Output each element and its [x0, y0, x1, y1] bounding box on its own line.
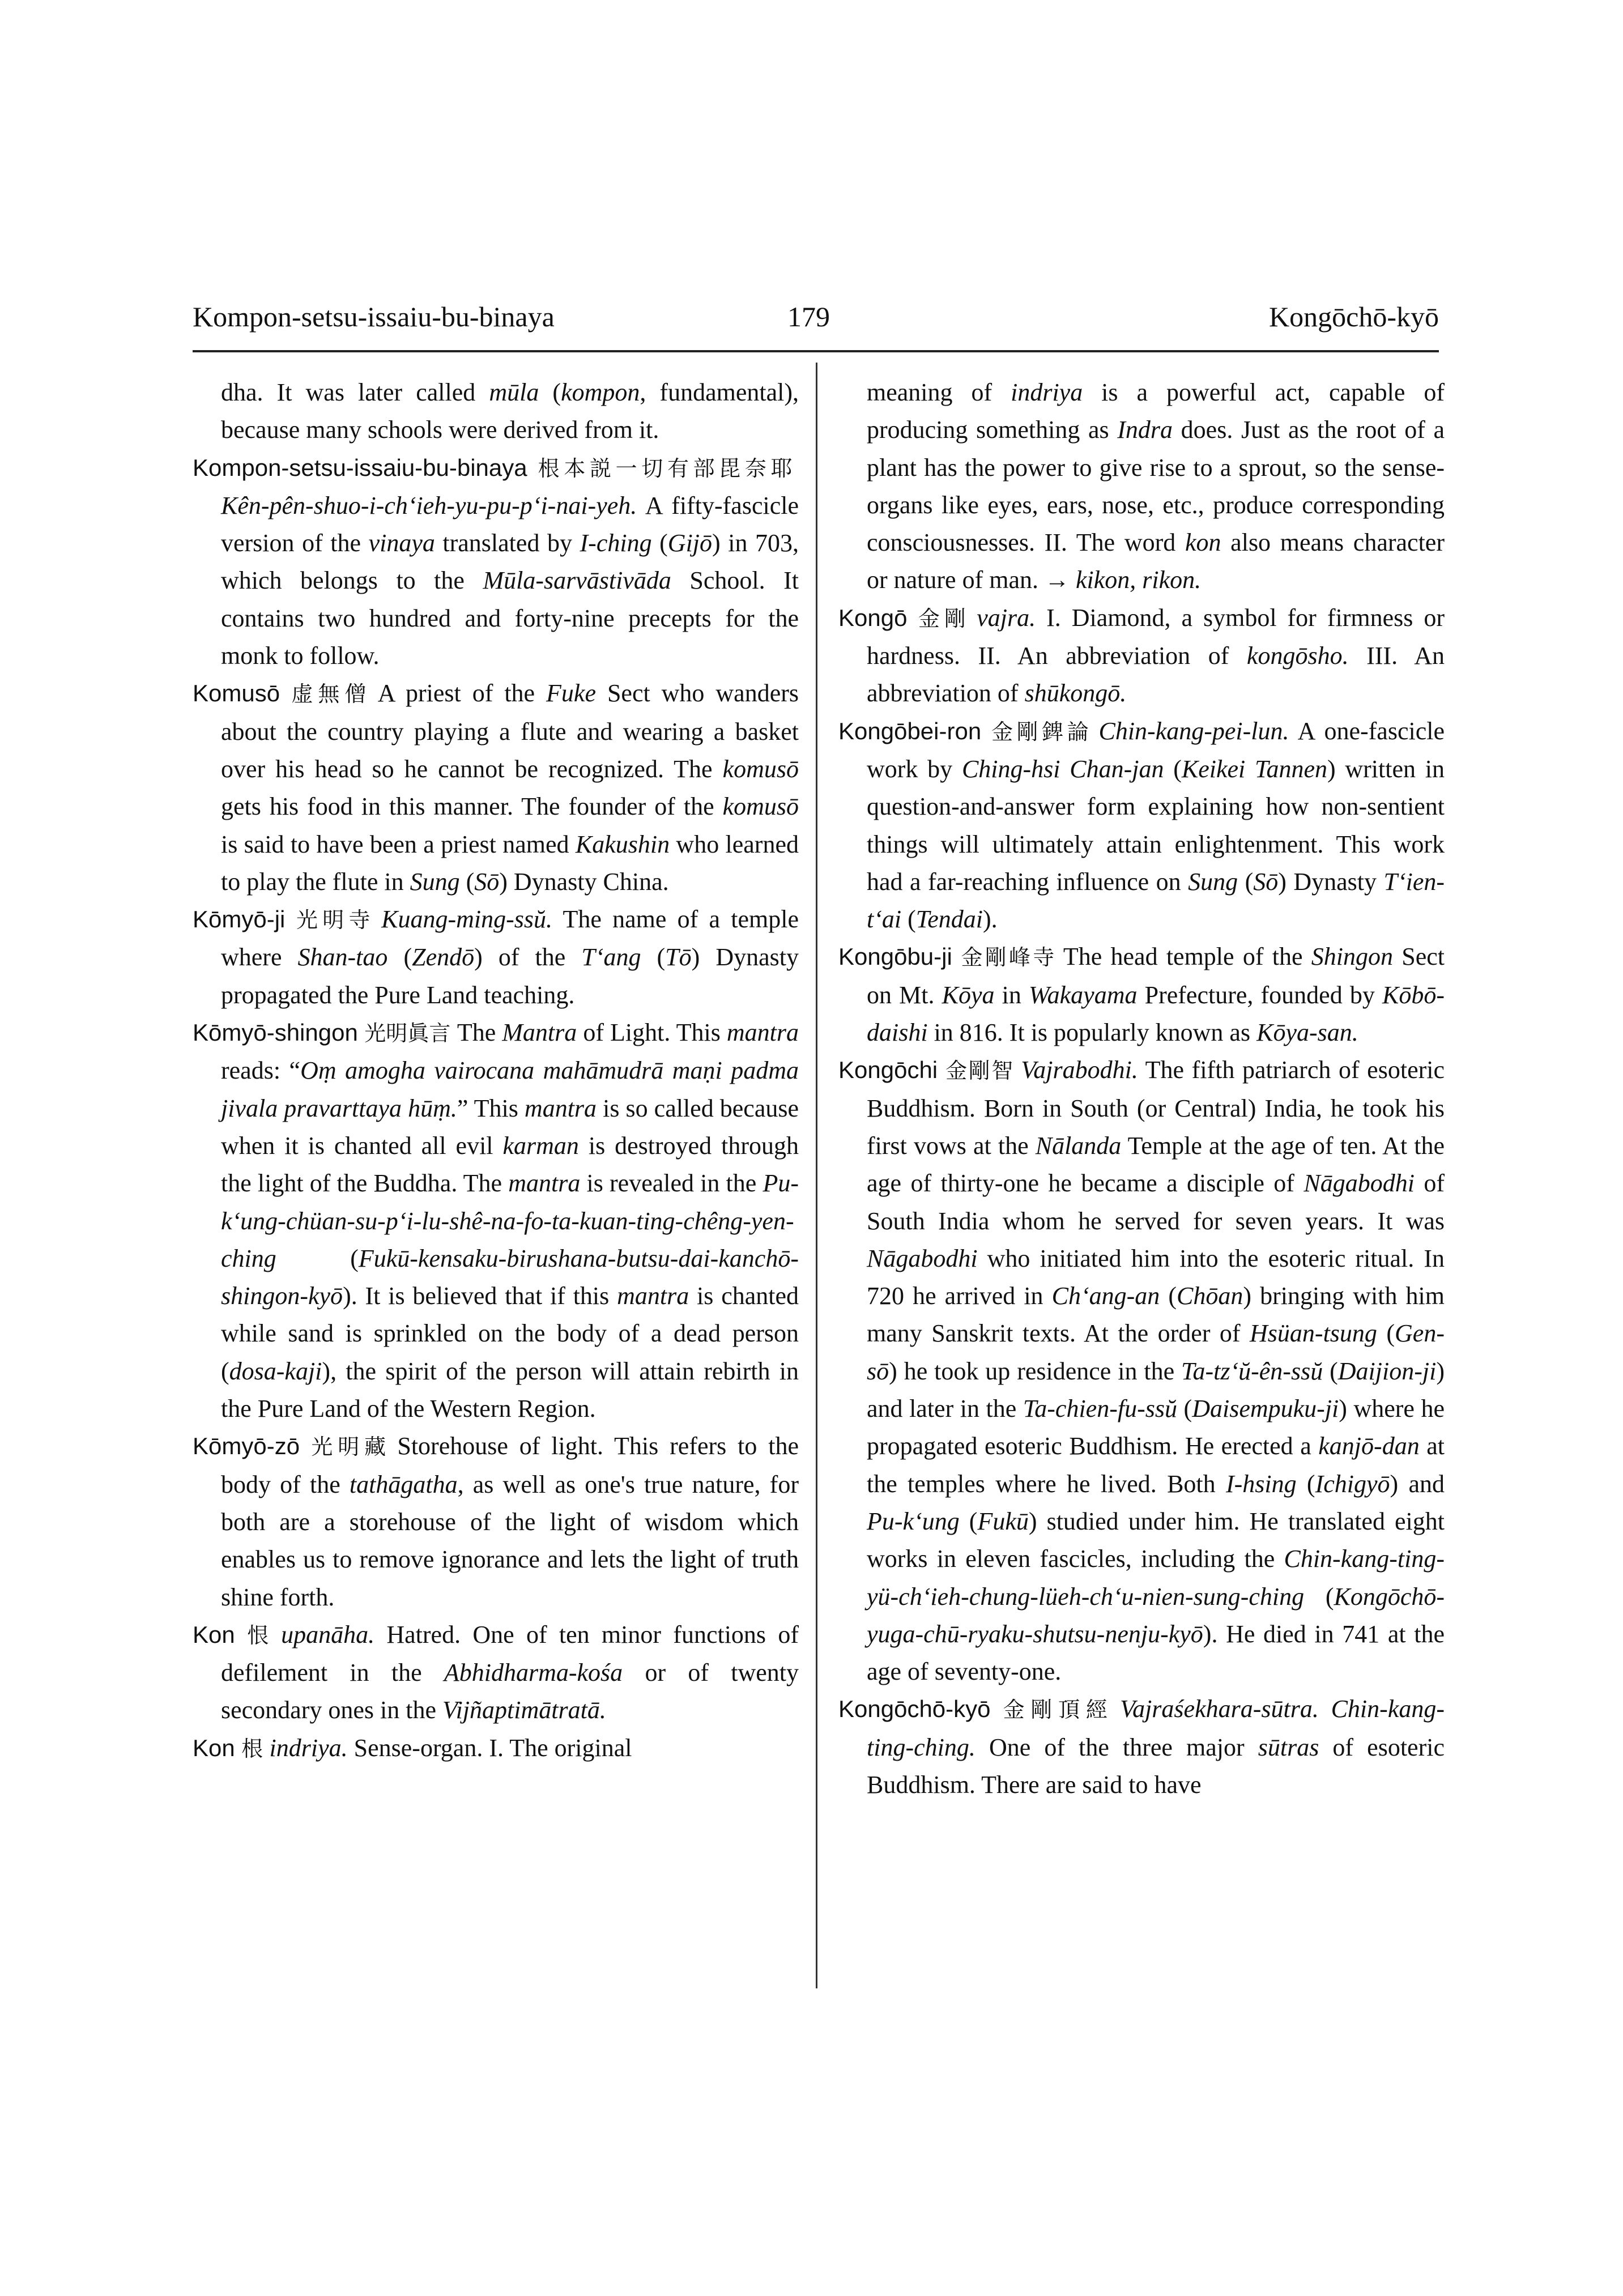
- entry-kanji: 金剛峰寺: [959, 945, 1057, 970]
- entry-text: (: [1160, 1282, 1177, 1310]
- italic-term: Kōya-san.: [1256, 1019, 1358, 1047]
- entry-text: is said to have been a priest named: [221, 830, 576, 858]
- entry-text: Sense-organ. I. The original: [347, 1733, 632, 1762]
- italic-term: Gen-sō: [867, 1319, 1445, 1385]
- dictionary-entry: [193, 675, 799, 901]
- italic-term: Gijō: [667, 529, 713, 557]
- italic-term: Mantra: [502, 1019, 577, 1047]
- entry-kanji: 金剛: [913, 606, 970, 631]
- entry-text: of esoteric Buddhism. There are said to have: [867, 1733, 1445, 1799]
- italic-term: Nālanda: [1035, 1131, 1122, 1160]
- italic-term: kikon, rikon.: [1076, 566, 1202, 594]
- entry-text: The name of a temple where: [221, 905, 799, 972]
- entry-text: ). He died in 741 at the age of seventy-one.: [867, 1620, 1445, 1686]
- italic-term: Fukū: [977, 1507, 1029, 1535]
- italic-term: Shingon: [1311, 943, 1393, 971]
- entry-text: ) bringing with him many Sanskrit texts. At the order of: [867, 1282, 1445, 1348]
- dictionary-entry: [193, 901, 799, 1014]
- italic-term: mantra: [508, 1169, 581, 1198]
- italic-term: Mūla-sarvāstivāda: [483, 566, 671, 595]
- entry-text: III. An abbreviation of: [867, 642, 1445, 708]
- entry-text: (: [1238, 867, 1254, 896]
- entry-text: A one-fascicle work by: [867, 717, 1445, 783]
- entry-text: reads: “: [221, 1057, 301, 1085]
- entry-text: The: [457, 1019, 502, 1047]
- entry-text: ), the spirit of the person will attain rebirth in the Pure Land of the Western Region.: [221, 1357, 799, 1423]
- italic-term: Kongōchō-yuga-chū-ryaku-shutsu-nenju-kyō: [867, 1582, 1445, 1648]
- entry-text: Storehouse of light. This refers to the body of the: [221, 1432, 799, 1498]
- entry-headword: Kongōchi: [838, 1057, 938, 1084]
- entry-text: in 816. It is popularly known as: [927, 1019, 1257, 1047]
- entry-text: (: [1177, 1395, 1192, 1423]
- italic-term: Chin-kang-ting-yü-ch‘ieh-chung-lüeh-ch‘u-nien-sung-ching: [867, 1545, 1445, 1611]
- italic-term: Sung: [410, 867, 460, 896]
- italic-term: Kōbō-daishi: [867, 981, 1445, 1047]
- entry-kanji: 光明寺: [291, 908, 375, 933]
- italic-term: shūkongō.: [1024, 679, 1127, 708]
- italic-term: komusō: [722, 793, 799, 821]
- running-header: [193, 295, 1439, 340]
- dictionary-entry: [193, 449, 799, 675]
- entry-text: is revealed in the: [580, 1169, 763, 1198]
- italic-term: mantra: [617, 1282, 689, 1310]
- italic-term: Shan-tao: [297, 943, 388, 972]
- italic-term: Fukū-kensaku-birushana-butsu-dai-kanchō-shingon-kyō: [221, 1244, 799, 1310]
- dictionary-entry: [838, 1690, 1445, 1804]
- entry-text: ) Dynasty: [1278, 867, 1384, 896]
- entry-kanji: 光明眞言: [364, 1021, 451, 1046]
- entry-text: (: [651, 529, 668, 557]
- entry-text: (: [459, 867, 475, 896]
- header-rule: [193, 350, 1439, 352]
- header-right-guideword: Kongōchō-kyō: [1269, 301, 1439, 333]
- entry-text: (: [1323, 1357, 1338, 1385]
- entry-text: in: [994, 981, 1029, 1009]
- entry-kanji: 根本説一切有部毘奈耶: [534, 455, 793, 481]
- italic-term: Ichigyō: [1315, 1469, 1390, 1498]
- entry-text: ) in 703, which belongs to the: [221, 529, 799, 595]
- italic-term: dosa-kaji: [229, 1357, 322, 1385]
- entry-text: ) of the: [474, 943, 582, 972]
- left-column: [193, 374, 799, 1767]
- entry-kanji: 光明藏: [306, 1434, 391, 1460]
- entry-text: ).: [982, 905, 998, 934]
- italic-term: Ta-chien-fu-ssŭ: [1023, 1395, 1177, 1423]
- entry-text: also means character or nature of man. →: [867, 529, 1445, 594]
- entry-text: One of the three major: [975, 1733, 1258, 1761]
- header-left-guideword: Kompon-setsu-issaiu-bu-binaya: [193, 301, 555, 333]
- entry-kanji: 恨: [241, 1622, 275, 1648]
- italic-term: kanjō-dan: [1318, 1432, 1420, 1460]
- entry-text: dha. It was later called: [221, 378, 489, 406]
- italic-term: Vajraśekhara-sūtra. Chin-kang-ting-ching.: [867, 1695, 1445, 1761]
- entry-text: Sect who wanders about the country playing a flute and wearing a basket over his head so he cannot be recognized. The: [221, 679, 799, 783]
- entry-kanji: 金剛頂經: [996, 1697, 1114, 1723]
- italic-term: Sō: [1253, 867, 1279, 896]
- entry-text: ) studied under him. He translated eight works in eleven fascicles, including the: [867, 1507, 1445, 1573]
- entry-kanji: 金剛智: [944, 1058, 1015, 1084]
- column-divider: [816, 363, 817, 1988]
- entry-text: is so called because when it is chanted all evil: [221, 1094, 799, 1160]
- entry-text: ) he took up residence in the: [889, 1357, 1182, 1385]
- entry-continuation: [838, 374, 1445, 599]
- entry-headword: Kōmyō-shingon: [193, 1019, 358, 1046]
- entry-headword: Kon: [193, 1734, 235, 1761]
- entry-headword: Kongōbei-ron: [838, 717, 982, 744]
- italic-term: Pu-k‘ung-chüan-su-p‘i-lu-shê-na-fo-ta-kuan-ting-chêng-yen-ching: [221, 1169, 799, 1272]
- italic-term: Ch‘ang-an: [1051, 1282, 1160, 1310]
- italic-term: I-ching: [580, 529, 652, 557]
- italic-term: karman: [502, 1131, 579, 1160]
- italic-term: mantra: [726, 1019, 799, 1047]
- italic-term: tathāgatha: [349, 1470, 458, 1498]
- italic-term: Pu-k‘ung: [867, 1507, 960, 1535]
- entry-kanji: 虚無僧: [286, 681, 372, 707]
- entry-text: does. Just as the root of a plant has the power to give rise to a sprout, so the sense-organs like eyes, ears, nose, etc., produce corresponding consciousnesses. II. The word: [867, 416, 1445, 557]
- entry-text: who initiated him into the esoteric ritual. In 720 he arrived in: [867, 1244, 1445, 1310]
- italic-term: Abhidharma-kośa: [444, 1659, 623, 1687]
- entry-text: (: [276, 1244, 359, 1272]
- italic-term: I-hsing: [1225, 1469, 1297, 1498]
- entry-text: (: [959, 1507, 978, 1535]
- entry-text: The head temple of the: [1063, 943, 1311, 971]
- italic-term: Vijñaptimātratā.: [442, 1696, 606, 1724]
- italic-term: indriya.: [269, 1733, 348, 1762]
- dictionary-entry: [838, 938, 1445, 1051]
- entry-headword: Kon: [193, 1621, 235, 1648]
- entry-headword: Kongōchō-kyō: [838, 1696, 991, 1723]
- entry-headword: Kongō: [838, 604, 908, 631]
- entry-text: Hatred. One of ten minor functions of defilement in the: [221, 1620, 799, 1687]
- entry-text: School. It contains two hundred and forty-nine precepts for the monk to follow.: [221, 566, 799, 670]
- entry-headword: Kongōbu-ji: [838, 943, 952, 970]
- entry-text: A fifty-fascicle version of the: [221, 491, 799, 557]
- entry-text: Prefecture, founded by: [1137, 981, 1382, 1009]
- entry-text: ) Dynasty propagated the Pure Land teaching.: [221, 943, 799, 1009]
- entry-text: meaning of: [867, 378, 1011, 406]
- entry-text: , fundamental), because many schools were derived from it.: [221, 378, 799, 444]
- entry-text: The fifth patriarch of esoteric Buddhism. Born in South (or Central) India, he took his first vows at the: [867, 1056, 1445, 1160]
- italic-term: sūtras: [1258, 1733, 1319, 1761]
- entry-text: of South India whom he served for seven years. It was: [867, 1169, 1445, 1235]
- right-column: [838, 374, 1445, 1804]
- entry-text: ). It is believed that if this: [343, 1282, 617, 1310]
- entry-text: , as well as one's true nature, for both are a storehouse of the light of wisdom which enables us to remove ignorance and lets the light of truth shine forth.: [221, 1470, 799, 1611]
- entry-text: at the temples where he lived. Both: [867, 1432, 1445, 1498]
- italic-term: Kōya: [942, 981, 995, 1009]
- italic-term: Zendō: [412, 943, 475, 972]
- entry-text: (: [387, 943, 412, 972]
- entry-text: (: [1164, 755, 1182, 783]
- entry-text: Sect on Mt.: [867, 943, 1445, 1009]
- entry-text: (: [641, 943, 666, 972]
- entry-continuation: [193, 374, 799, 449]
- entry-text: (: [1304, 1582, 1334, 1611]
- italic-term: Chōan: [1177, 1282, 1243, 1310]
- italic-term: Oṃ amogha vairocana mahāmudrā maṇi padma jivala pravarttaya hūṃ.: [221, 1057, 799, 1122]
- italic-term: Daijion-ji: [1337, 1357, 1437, 1385]
- entry-text: (: [539, 378, 561, 406]
- italic-term: Kuang-ming-ssŭ.: [381, 905, 553, 934]
- italic-term: Nāgabodhi: [1303, 1169, 1415, 1198]
- italic-term: mūla: [489, 378, 539, 406]
- entry-text: ” This: [457, 1094, 525, 1122]
- italic-term: kon: [1185, 529, 1221, 557]
- italic-term: Keikei Tannen: [1181, 755, 1327, 783]
- entry-text: (: [1296, 1469, 1315, 1498]
- page-number: 179: [787, 301, 830, 333]
- dictionary-entry: [193, 1428, 799, 1616]
- entry-text: gets his food in this manner. The founder of the: [221, 793, 723, 821]
- italic-term: indriya: [1011, 378, 1083, 406]
- entry-text: ) Dynasty China.: [499, 867, 669, 896]
- entry-text: ) and: [1390, 1469, 1445, 1498]
- entry-text: of Light. This: [577, 1019, 727, 1047]
- italic-term: Ching-hsi Chan-jan: [961, 755, 1164, 783]
- entry-kanji: 金剛錍論: [987, 719, 1093, 744]
- entry-headword: Kōmyō-ji: [193, 906, 286, 933]
- entry-text: is destroyed through the light of the Buddha. The: [221, 1131, 799, 1198]
- entry-text: translated by: [434, 529, 580, 557]
- entry-text: or of twenty secondary ones in the: [221, 1659, 799, 1724]
- entry-text: (: [1377, 1319, 1395, 1348]
- dictionary-entry: [838, 713, 1445, 939]
- italic-term: Wakayama: [1029, 981, 1138, 1009]
- entry-headword: Komusō: [193, 680, 280, 707]
- italic-term: Daisempuku-ji: [1192, 1395, 1339, 1423]
- entry-text: is chanted while sand is sprinkled on the body of a dead person (: [221, 1282, 799, 1385]
- italic-term: Nāgabodhi: [867, 1244, 978, 1272]
- italic-term: Tendai: [915, 905, 983, 934]
- dictionary-entry: [193, 1730, 799, 1767]
- italic-term: Hsüan-tsung: [1250, 1319, 1377, 1348]
- dictionary-entry: [838, 1051, 1445, 1690]
- italic-term: T‘ang: [581, 943, 641, 972]
- italic-term: kongōsho.: [1246, 642, 1349, 670]
- italic-term: kompon: [561, 378, 640, 406]
- dictionary-entry: [193, 1014, 799, 1428]
- italic-term: Indra: [1117, 416, 1173, 444]
- italic-term: vajra.: [977, 603, 1036, 632]
- italic-term: Ta-tz‘ŭ-ên-ssŭ: [1181, 1357, 1323, 1385]
- entry-text: A priest of the: [377, 679, 547, 708]
- italic-term: Tō: [665, 943, 692, 972]
- entry-text: is a powerful act, capable of producing something as: [867, 378, 1445, 444]
- entry-text: who learned to play the flute in: [221, 830, 799, 896]
- entry-text: I. Diamond, a symbol for firmness or hardness. II. An abbreviation of: [867, 603, 1445, 670]
- italic-term: Fuke: [546, 679, 596, 708]
- entry-kanji: 根: [241, 1736, 263, 1761]
- entry-text: ) and later in the: [867, 1357, 1445, 1423]
- dictionary-entry: [193, 1616, 799, 1730]
- entry-text: Temple at the age of ten. At the age of thirty-one he became a disciple of: [867, 1131, 1445, 1198]
- italic-term: upanāha.: [281, 1620, 375, 1648]
- italic-term: Chin-kang-pei-lun.: [1098, 717, 1289, 745]
- dictionary-entry: [838, 599, 1445, 713]
- entry-text: (: [901, 905, 916, 934]
- italic-term: Kên-pên-shuo-i-ch‘ieh-yu-pu-p‘i-nai-yeh.: [221, 491, 637, 519]
- italic-term: Sō: [474, 867, 500, 896]
- italic-term: Kakushin: [575, 830, 670, 858]
- italic-term: T‘ien-t‘ai: [867, 867, 1445, 934]
- italic-term: vinaya: [368, 529, 435, 557]
- italic-term: Sung: [1188, 867, 1238, 896]
- italic-term: komusō: [722, 755, 799, 783]
- entry-text: ) written in question-and-answer form explaining how non-sentient things will ultimately attain enlightenment. This work had a far-reaching influence on: [867, 755, 1445, 896]
- entry-text: ) where he propagated esoteric Buddhism. He erected a: [867, 1395, 1445, 1460]
- entry-headword: Kōmyō-zō: [193, 1433, 300, 1460]
- italic-term: mantra: [524, 1094, 597, 1122]
- italic-term: Vajrabodhi.: [1021, 1056, 1138, 1084]
- entry-headword: Kompon-setsu-issaiu-bu-binaya: [193, 454, 527, 481]
